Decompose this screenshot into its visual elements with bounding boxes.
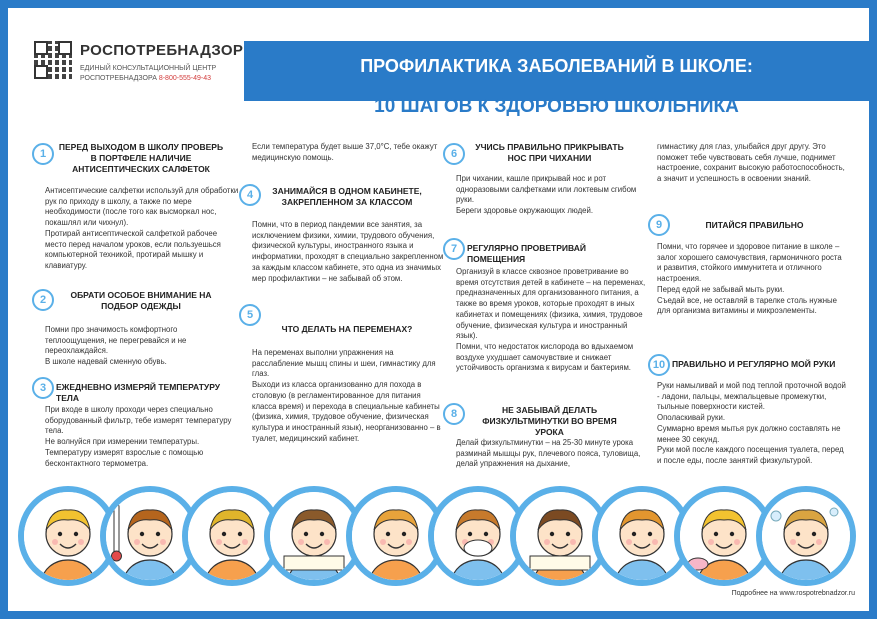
step-10-heading: ПРАВИЛЬНО И РЕГУЛЯРНО МОЙ РУКИ [672,359,836,369]
step-6-text [456,174,646,217]
step-6-heading: УЧИСЬ ПРАВИЛЬНО ПРИКРЫВАТЬ НОС ПРИ ЧИХАНИИ [475,142,624,163]
step-2-text [45,325,240,368]
step-8-heading: НЕ ЗАБЫВАЙ ДЕЛАТЬ ФИЗКУЛЬТМИНУТКИ ВО ВРЕМЯ УРОКА [482,405,617,437]
page-title: ПРОФИЛАКТИКА ЗАБОЛЕВАНИЙ В ШКОЛЕ: [360,56,753,76]
step-8-continued-text [657,142,847,185]
step-3-number: 3 [32,377,54,399]
step-7-paragraph: Помни, что недостаток кислорода во вдыхаемом воздухе ухудшает самочувствие и снижает устойчивость организма к вирусам и бактериям. [456,341,634,373]
qr-code-icon [34,41,72,79]
step-2-paragraph: Помни про значимость комфортного теплоощущения, не перегревайся и не переохлаждайся. [45,325,187,356]
step-9-text [657,242,847,317]
step-4-number: 4 [239,184,261,206]
step-5-paragraph: На переменах выполни упражнения на расслабление мышц спины и шеи, гимнастику для глаз. [252,348,436,379]
step-5-number: 5 [239,304,261,326]
step-4-heading: ЗАНИМАЙСЯ В ОДНОМ КАБИНЕТЕ, ЗАКРЕПЛЕННОМ ЗА КЛАССОМ [272,186,422,207]
step-9-number: 9 [648,214,670,236]
step-3-heading: ЕЖЕДНЕВНО ИЗМЕРЯЙ ТЕМПЕРАТУРУ ТЕЛА [56,382,221,403]
step-9-paragraph: Съедай все, не оставляй в тарелке столь нужные для организма витамины и микроэлементы. [657,295,837,316]
page-subtitle: 10 ШАГОВ К ЗДОРОВЬЮ ШКОЛЬНИКА [374,96,739,117]
step-5-heading: ЧТО ДЕЛАТЬ НА ПЕРЕМЕНАХ? [281,324,413,334]
step-3-paragraph: Если температура будет выше 37,0°С, тебе окажут медицинскую помощь. [252,142,438,162]
step-7-paragraph: Организуй в классе сквозное проветривание во время отсутствия детей в кабинете – на переменах, предназначенных для организованного питания, а также во время уроков, которые проходят в иных кабинетах и помещениях (физика, химия, трудовое обучение, физическая культура и иностранный язык). [456,267,646,341]
footer-link: Подробнее на www.rospotrebnadzor.ru [731,590,855,597]
step-9-paragraph: Помни, что горячее и здоровое питание в школе – залог хорошего самочувствия, гармоничного роста и развития, стойкого иммунитета и отличного настроения. [657,242,842,284]
step-8-number: 8 [443,403,465,425]
step-2-paragraph: В школе надевай сменную обувь. [45,357,167,367]
brand-name: РОСПОТРЕБНАДЗОР [80,42,244,59]
step-3-paragraph: Не волнуйся при измерении температуры. [45,437,200,447]
step-1-paragraph: Протирай антисептической салфеткой рабочее место перед началом уроков, если пользуешься компьютерной техникой, протирай мышку и клавиатуру. [45,228,221,270]
brand-subtitle: ЕДИНЫЙ КОНСУЛЬТАЦИОННЫЙ ЦЕНТР [80,65,217,72]
step-5-text [252,348,447,444]
step-1-paragraph: Антисептические салфетки используй для обработки рук по приходу в школу, а также по мере необходимости (после того как высморкал нос, покашлял или чихнул). [45,186,239,228]
step-3-continued-text [252,142,447,163]
step-10-number: 10 [648,354,670,376]
step-7-number: 7 [443,238,465,260]
step-6-paragraph: При чихании, кашле прикрывай нос и рот одноразовыми салфетками или локтевым сгибом руки. [456,174,637,205]
step-9-paragraph: Перед едой не забывай мыть руки. [657,284,785,294]
step-6-number: 6 [443,143,465,165]
hotline-phone: 8-800-555-49-43 [158,75,211,82]
step-9-heading: ПИТАЙСЯ ПРАВИЛЬНО [705,220,804,230]
step-8-paragraph: Делай физкультминутки – на 25-30 минуте урока разминай мышцы рук, плечевого пояса, туловища, делай упражнения на дыхание, [456,438,641,469]
brand-org: РОСПОТРЕБНАДЗОРА [80,75,157,82]
step-6-paragraph: Береги здоровье окружающих людей. [456,206,594,216]
step-3-paragraph: При входе в школу проходи через специально оборудованный фильтр, тебе измерят температуру тела. [45,405,232,436]
step-10-paragraph: Руки мой после каждого посещения туалета, перед и после еды, после занятий физкультурой. [657,445,844,465]
step-2-heading: ОБРАТИ ОСОБОЕ ВНИМАНИЕ НА ПОДБОР ОДЕЖДЫ [70,290,212,311]
step-8-paragraph: гимнастику для глаз, улыбайся друг другу. Это поможет тебе чувствовать себя лучше, поднимет настроение, сохранит высокую работоспособность, а значит и успешность в освоении знаний. [657,142,845,184]
step-8-text [456,438,646,470]
step-10-paragraph: Суммарно время мытья рук должно составлять не менее 30 секунд. [657,423,841,444]
step-5-paragraph: Выходи из класса организованно для похода в столовую (в регламентированное для питания класса время) и перехода в специальные кабинеты (физика, химия, трудовое обучение, физическая культура и иностранный язык), неорганизованно – в туалет, медицинский кабинет. [252,380,441,443]
step-3-paragraph: Температуру измерят взрослые с помощью бесконтактного термометра. [45,447,204,468]
step-7-text [456,267,646,374]
step-7-heading: РЕГУЛЯРНО ПРОВЕТРИВАЙ ПОМЕЩЕНИЯ [467,243,586,264]
step-10-paragraph: Руки намыливай и мой под теплой проточной водой - ладони, пальцы, межпальцевые промежутки, тыльные поверхности кистей. [657,381,846,412]
step-3-text [45,405,240,469]
step-2-number: 2 [32,289,54,311]
step-10-paragraph: Ополаскивай руки. [657,413,725,423]
step-4-paragraph: Помни, что в период пандемии все занятия, за исключением физики, химии, трудового обучения, физической культуры, иностранного языка и информатики, проходят в специально закрепленном за каждым классом кабинете, это одна из значимых мер профилактики – не забывай об этом. [252,220,444,283]
step-1-text [45,186,240,272]
step-1-number: 1 [32,143,54,165]
step-4-text [252,220,447,284]
step-10-text [657,381,847,467]
step-1-heading: ПЕРЕД ВЫХОДОМ В ШКОЛУ ПРОВЕРЬ В ПОРТФЕЛЕ НАЛИЧИЕ АНТИСЕПТИЧЕСКИХ САЛФЕТОК [58,142,224,174]
brand-contact [80,75,211,82]
handwashing-child-illustration-icon [756,486,856,586]
